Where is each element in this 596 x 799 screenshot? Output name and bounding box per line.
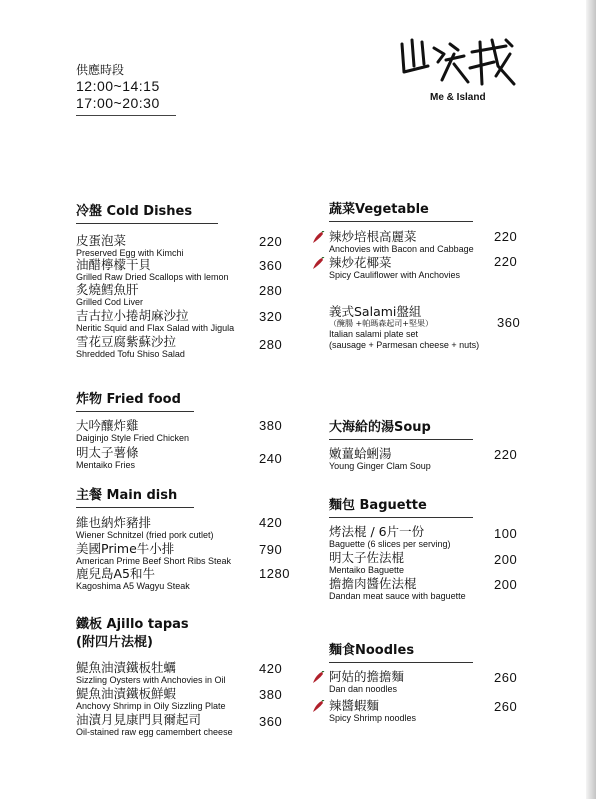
- item-name: 皮蛋泡菜: [76, 233, 127, 248]
- section-vegetable: [329, 201, 473, 222]
- item-name: 辣炒培根高麗菜: [329, 229, 417, 244]
- item-name: 阿姑的擔擔麵: [329, 669, 405, 684]
- item-name: 油漬月見康門貝爾起司: [76, 712, 202, 727]
- item-price: 320: [259, 309, 283, 324]
- section-baguette: [329, 497, 473, 518]
- section-divider: [76, 507, 194, 508]
- menu-item: [329, 229, 557, 255]
- section-divider: [329, 221, 473, 222]
- item-name-en: Spicy Shrimp noodles: [329, 713, 417, 723]
- item-name: 辣醬蝦麵: [329, 698, 380, 713]
- item-name-en-detail: (sausage + Parmesan cheese + nuts): [329, 340, 480, 350]
- brand-logo: [398, 36, 523, 106]
- item-price: 280: [259, 337, 283, 352]
- item-name-en: Kagoshima A5 Wagyu Steak: [76, 581, 190, 591]
- item-name-en: Mentaiko Fries: [76, 460, 136, 470]
- item-name: 油醋檸檬干貝: [76, 257, 152, 272]
- menu-item: [329, 669, 557, 695]
- section-title: 鐵板 Ajillo tapas: [76, 617, 189, 632]
- section-divider: [329, 662, 473, 663]
- item-price: 260: [494, 699, 518, 714]
- item-name-en: Dan dan noodles: [329, 684, 398, 694]
- hours-label: 供應時段: [76, 63, 125, 77]
- item-name: 雪花豆腐紫蘇沙拉: [76, 334, 177, 349]
- item-name: 烤法棍 / 6片一份: [329, 524, 425, 539]
- menu-item: [329, 576, 557, 602]
- item-name: 吉古拉小捲胡麻沙拉: [76, 308, 189, 323]
- item-name: 明太子佐法棍: [329, 550, 405, 565]
- item-name-en: Grilled Cod Liver: [76, 297, 144, 307]
- section-soup: [329, 419, 473, 440]
- item-price: 220: [494, 447, 518, 462]
- item-name-en: Mentaiko Baguette: [329, 565, 405, 575]
- item-name-en: Sizzling Oysters with Anchovies in Oil: [76, 675, 226, 685]
- chili-icon: [311, 671, 325, 685]
- section-title: 主餐 Main dish: [76, 488, 178, 503]
- item-name: 義式Salami盤組: [329, 304, 422, 319]
- chili-icon: [311, 700, 325, 714]
- item-name-en: Grilled Raw Dried Scallops with lemon: [76, 272, 229, 282]
- item-price: 240: [259, 451, 283, 466]
- section-divider: [329, 517, 473, 518]
- section-title: 冷盤 Cold Dishes: [76, 204, 193, 219]
- item-name-en: Preserved Egg with Kimchi: [76, 248, 184, 258]
- item-price: 360: [259, 258, 283, 273]
- menu-item: [329, 550, 557, 576]
- item-price: 360: [497, 315, 521, 330]
- item-name: 明太子薯條: [76, 445, 139, 460]
- item-name: 擔擔肉醬佐法棍: [329, 576, 417, 591]
- chili-icon: [311, 231, 325, 245]
- section-fried-food: [76, 391, 194, 412]
- section-title: 炸物 Fried food: [76, 392, 181, 407]
- item-name-en: Anchovies with Bacon and Cabbage: [329, 244, 474, 254]
- menu-item: [329, 524, 557, 550]
- item-name-en: Shredded Tofu Shiso Salad: [76, 349, 185, 359]
- item-price: 380: [259, 418, 283, 433]
- menu-item: [329, 698, 557, 724]
- section-divider: [76, 223, 218, 224]
- menu-item: [329, 255, 557, 281]
- section-main-dish: [76, 487, 194, 508]
- section-divider: [329, 439, 473, 440]
- item-name-en: Daiginjo Style Fried Chicken: [76, 433, 190, 443]
- item-name: 鯷魚油漬鐵板牡蠣: [76, 660, 177, 675]
- item-price: 100: [494, 526, 518, 541]
- item-name: 維也納炸豬排: [76, 515, 152, 530]
- item-name: 炙燒鱈魚肝: [76, 282, 139, 297]
- item-price: 280: [259, 283, 283, 298]
- item-name-en: Spicy Cauliflower with Anchovies: [329, 270, 461, 280]
- menu-item: [329, 304, 557, 351]
- item-price: 220: [494, 254, 518, 269]
- item-name-en: Young Ginger Clam Soup: [329, 461, 431, 471]
- item-name-en: Dandan meat sauce with baguette: [329, 591, 466, 601]
- item-price: 420: [259, 515, 283, 530]
- hours-dinner: 17:00~20:30: [76, 95, 160, 111]
- service-hours: [76, 62, 176, 116]
- hours-lunch: 12:00~14:15: [76, 78, 160, 94]
- section-cold-dishes: [76, 203, 218, 224]
- brand-subtitle: Me & Island: [430, 92, 486, 103]
- item-price: 200: [494, 577, 518, 592]
- item-name-en: Italian salami plate set: [329, 329, 419, 339]
- page-edge-shadow: [586, 0, 596, 799]
- item-name: 鹿兒島A5和牛: [76, 566, 156, 581]
- item-name: 嫩薑蛤蜊湯: [329, 446, 392, 461]
- section-title: 麵食Noodles: [329, 643, 415, 658]
- item-price: 220: [259, 234, 283, 249]
- item-price: 1280: [259, 566, 290, 581]
- item-price: 200: [494, 552, 518, 567]
- section-divider: [76, 411, 194, 412]
- chili-icon: [311, 257, 325, 271]
- item-name-en: Anchovy Shrimp in Oily Sizzling Plate: [76, 701, 226, 711]
- section-title: 大海給的湯Soup: [329, 420, 431, 435]
- item-name-en: Baguette (6 slices per serving): [329, 539, 451, 549]
- item-name-en: American Prime Beef Short Ribs Steak: [76, 556, 232, 566]
- item-price: 380: [259, 687, 283, 702]
- item-name: 辣炒花椰菜: [329, 255, 392, 270]
- item-name: 大吟釀炸雞: [76, 418, 139, 433]
- menu-item: [329, 446, 557, 472]
- item-price: 360: [259, 714, 283, 729]
- section-title: 蔬菜Vegetable: [329, 202, 429, 217]
- section-ajillo-tapas: [76, 616, 189, 652]
- item-name-en: Neritic Squid and Flax Salad with Jigula: [76, 323, 235, 333]
- item-price: 420: [259, 661, 283, 676]
- hours-divider: [76, 115, 176, 116]
- item-name-en: Wiener Schnitzel (fried pork cutlet): [76, 530, 214, 540]
- item-price: 260: [494, 670, 518, 685]
- section-noodles: [329, 642, 473, 663]
- item-name: 美國Prime牛小排: [76, 541, 175, 556]
- item-name: 鯷魚油漬鐵板鮮蝦: [76, 686, 177, 701]
- section-subtitle: (附四片法棍): [76, 635, 153, 650]
- item-price: 220: [494, 229, 518, 244]
- item-name-en: Oil-stained raw egg camembert cheese: [76, 727, 233, 737]
- item-price: 790: [259, 542, 283, 557]
- brand-logo-mark-icon: [398, 36, 523, 88]
- item-note: （醃腸 +帕瑪森起司+堅果）: [329, 319, 433, 328]
- section-title: 麵包 Baguette: [329, 498, 427, 513]
